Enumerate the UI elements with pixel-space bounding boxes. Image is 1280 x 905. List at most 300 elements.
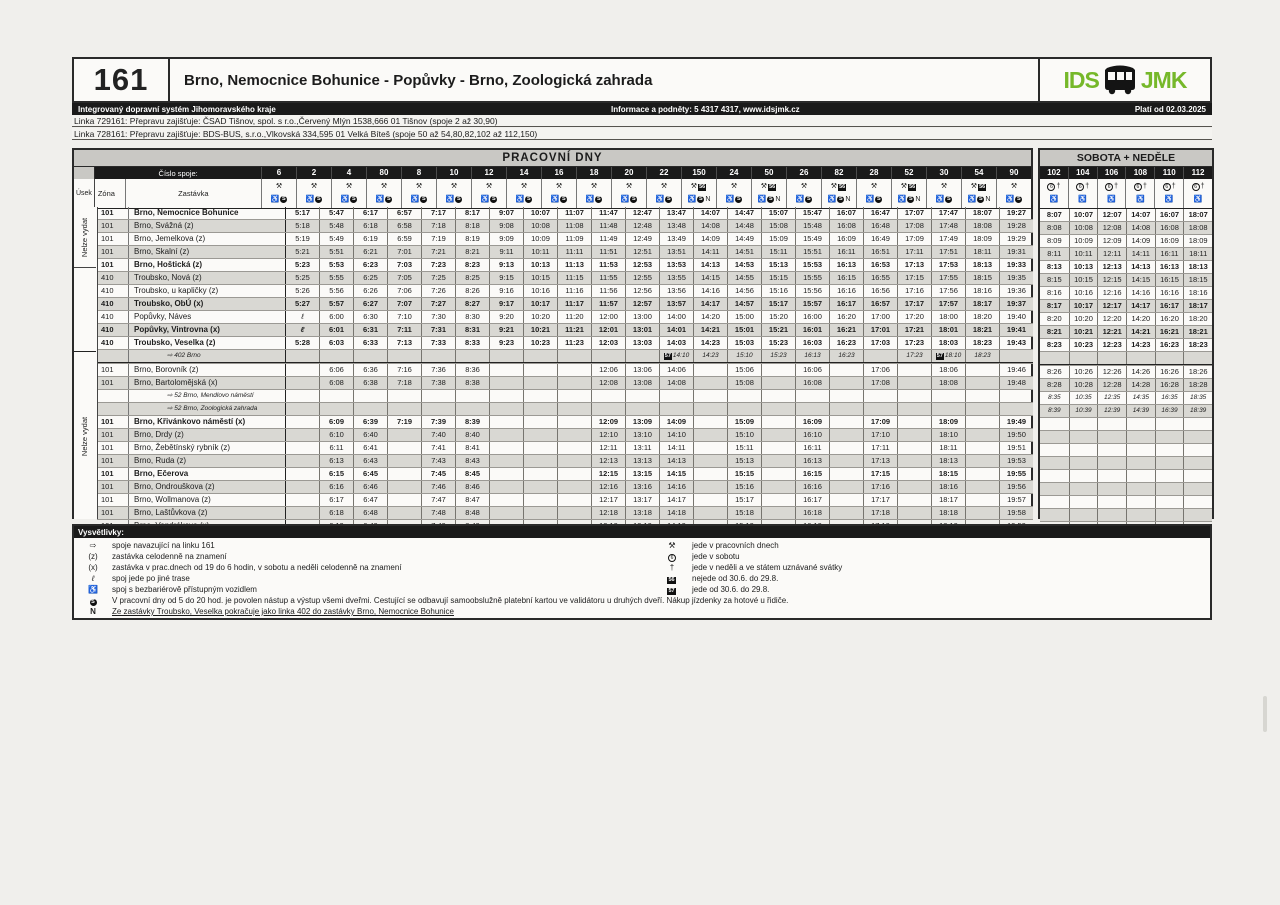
usek-section-1: Nelze vydat: [74, 207, 96, 268]
time-cell: 17:20: [897, 311, 931, 323]
time-cell: 14:57: [727, 298, 761, 310]
wheelchair-icon: ♿: [795, 195, 805, 203]
zone-cell: 101: [101, 417, 114, 426]
time-cell: 16:07: [1155, 209, 1184, 221]
trip-number: 108: [1125, 167, 1154, 179]
time-cell: 16:57: [863, 298, 897, 310]
time-cell: 8:07: [1046, 210, 1062, 219]
time-cell: 8:21: [1046, 327, 1062, 336]
all-doors-boarding-icon: S: [387, 196, 391, 203]
time-cell: 15:23: [761, 350, 795, 362]
all-doors-boarding-icon: S: [352, 196, 356, 203]
stop-name: Brno, Svážná (z): [128, 220, 285, 232]
time-cell: [829, 364, 863, 376]
time-cell: 19:51: [999, 442, 1033, 454]
time-cell: 14:17: [1126, 300, 1155, 312]
time-cell: 10:09: [523, 233, 557, 245]
trip-symbols: [786, 179, 821, 208]
time-cell: 8:39: [1048, 407, 1061, 414]
time-cell: 18:20: [965, 311, 999, 323]
time-cell: 12:06: [591, 364, 625, 376]
time-cell: 5:55: [319, 272, 353, 284]
trip-number: 4: [331, 167, 366, 179]
wheelchair-icon: ♿: [515, 195, 525, 203]
logo-jmk-text: JMK: [1140, 66, 1187, 93]
time-cell: 14:01: [659, 324, 693, 336]
time-cell: 12:08: [1097, 222, 1126, 234]
time-cell: 10:15: [523, 272, 557, 284]
time-cell: 11:49: [591, 233, 625, 245]
time-cell: [965, 429, 999, 441]
time-cell: 19:41: [999, 324, 1033, 336]
time-cell: 6:40: [353, 429, 387, 441]
trip-number: 28: [856, 167, 891, 179]
workday-icon: ⚒: [900, 183, 908, 191]
all-doors-boarding-icon: S: [527, 196, 531, 203]
time-cell: 5:23: [285, 259, 319, 271]
all-doors-boarding-icon: S: [667, 196, 671, 203]
stop-name: Troubsko, Veselka (z): [128, 337, 285, 349]
time-cell: 19:49: [999, 416, 1033, 428]
time-cell: 17:18: [863, 507, 897, 519]
time-cell: [1183, 470, 1212, 482]
trip-symbols: [1183, 179, 1212, 208]
time-cell: [1097, 457, 1126, 469]
time-cell: [761, 364, 795, 376]
table-row: [97, 323, 1033, 336]
time-cell: [965, 455, 999, 467]
time-cell: 5:19: [285, 233, 319, 245]
time-cell: 7:10: [387, 311, 421, 323]
time-cell: 8:46: [455, 481, 489, 493]
time-cell: 18:01: [931, 324, 965, 336]
time-cell: 6:17: [319, 494, 353, 506]
time-cell: [1069, 431, 1098, 443]
time-cell: [897, 507, 931, 519]
time-cell: [965, 364, 999, 376]
time-cell: 17:57: [931, 298, 965, 310]
legend-symbol: ℓ: [91, 574, 95, 583]
time-cell: 6:39: [353, 416, 387, 428]
time-cell: 16:55: [863, 272, 897, 284]
time-cell: [693, 507, 727, 519]
time-cell: [761, 507, 795, 519]
time-cell: [931, 403, 965, 415]
time-cell: 16:21: [1155, 326, 1184, 338]
time-cell: [863, 390, 897, 402]
time-cell: [285, 455, 319, 467]
time-cell: [1097, 470, 1126, 482]
time-cell: 18:15: [931, 468, 965, 480]
time-cell: [557, 390, 591, 402]
workday-icon: ⚒: [415, 183, 423, 191]
time-cell: [523, 350, 557, 362]
time-cell: 14:53: [727, 259, 761, 271]
all-doors-boarding-icon: S: [457, 196, 461, 203]
weekday-symbol-row: [74, 179, 1031, 209]
time-cell: [829, 494, 863, 506]
trip-number: 110: [1154, 167, 1183, 179]
time-cell: 10:13: [523, 259, 557, 271]
zone-cell: 410: [101, 299, 114, 308]
time-cell: [829, 468, 863, 480]
time-cell: 6:46: [353, 481, 387, 493]
time-cell: 13:47: [659, 207, 693, 219]
time-cell: [591, 350, 625, 362]
time-cell: [1126, 509, 1155, 521]
time-cell: 15:11: [761, 246, 795, 258]
time-cell: 12:17: [591, 494, 625, 506]
time-cell: 12:35: [1097, 392, 1126, 404]
time-cell: 15:11: [727, 442, 761, 454]
wheelchair-icon: ♿: [1164, 195, 1174, 203]
time-cell: 6:36: [353, 364, 387, 376]
stop-name: ⇨ 52 Brno, Mendlovo náměstí: [128, 390, 285, 402]
all-doors-boarding-icon: S: [317, 196, 321, 203]
time-cell: 19:53: [999, 455, 1033, 467]
table-row: [1040, 338, 1212, 351]
time-cell: 16:23: [829, 350, 863, 362]
legend-text: Ze zastávky Troubsko, Veselka pokračuje jako linka 402 do zastávky Brno, Nemocnice Bohunice: [112, 607, 454, 616]
time-cell: [1183, 509, 1212, 521]
legend-lines: [74, 538, 1210, 620]
usek-section-2: Nelze vydat: [74, 351, 96, 520]
wheelchair-icon: ♿: [480, 195, 490, 203]
time-cell: 7:39: [421, 416, 455, 428]
zone-cell: 410: [101, 312, 114, 321]
workday-icon: ⚒: [275, 183, 283, 191]
corner-pad: [74, 167, 95, 179]
time-cell: 8:25: [455, 272, 489, 284]
bus-icon: [1101, 65, 1139, 95]
time-cell: [523, 468, 557, 480]
sunday-holiday-icon: †: [1114, 183, 1119, 191]
time-cell: 10:13: [1069, 261, 1098, 273]
time-cell: 17:08: [863, 377, 897, 389]
time-cell: 8:23: [1046, 340, 1062, 349]
time-cell: 15:10: [727, 429, 761, 441]
workday-icon: ⚒: [800, 183, 808, 191]
time-cell: 14:08: [1126, 222, 1155, 234]
time-cell: 8:43: [455, 455, 489, 467]
workday-icon: ⚒: [555, 183, 563, 191]
cislo-spoje-label: Číslo spoje:: [158, 168, 198, 178]
table-row: [1040, 378, 1212, 391]
time-cell: 14:20: [1126, 313, 1155, 325]
trip-symbols: [366, 179, 401, 208]
table-row: [1040, 430, 1212, 443]
time-cell: 18:09: [931, 416, 965, 428]
time-cell: 17:21: [897, 324, 931, 336]
time-cell: 18:28: [1183, 379, 1212, 391]
time-cell: 5:51: [319, 246, 353, 258]
trip-number: 8: [401, 167, 436, 179]
time-cell: 12:11: [1097, 248, 1126, 260]
time-cell: 6:01: [319, 324, 353, 336]
time-cell: [489, 350, 523, 362]
trip-symbols: [716, 179, 751, 208]
time-cell: 17:16: [863, 481, 897, 493]
time-cell: [1155, 483, 1184, 495]
time-cell: [1155, 509, 1184, 521]
badge-56: 56: [769, 183, 776, 190]
time-cell: [931, 390, 965, 402]
info-bar-contact: Informace a podněty: 5 4317 4317, www.idsjmk.cz: [611, 104, 800, 114]
time-cell: [659, 390, 693, 402]
time-cell: [829, 377, 863, 389]
time-cell: 14:23: [693, 337, 727, 349]
time-cell: [727, 403, 761, 415]
time-cell: 13:48: [659, 220, 693, 232]
zone-cell: 101: [101, 443, 114, 452]
time-cell: 8:47: [455, 494, 489, 506]
time-cell: 18:20: [1183, 313, 1212, 325]
time-cell: 19:28: [999, 220, 1033, 232]
time-cell: 14:28: [1126, 379, 1155, 391]
time-cell: 7:21: [421, 246, 455, 258]
time-cell: 18:16: [1183, 287, 1212, 299]
workday-icon: ⚒: [590, 183, 598, 191]
sunday-holiday-icon: †: [1142, 183, 1147, 191]
time-cell: 7:19: [387, 416, 421, 428]
time-cell: 7:45: [421, 468, 455, 480]
time-cell: 19:29: [999, 233, 1033, 245]
time-cell: 18:08: [931, 377, 965, 389]
time-cell: 12:09: [1097, 235, 1126, 247]
time-cell: [693, 494, 727, 506]
all-doors-boarding-icon: S: [422, 196, 426, 203]
time-cell: [1040, 470, 1069, 482]
time-cell: 9:20: [489, 311, 523, 323]
time-cell: 12:57: [625, 298, 659, 310]
zone-cell: 101: [101, 456, 114, 465]
header-box: [72, 57, 1212, 103]
table-row: [97, 467, 1033, 480]
table-row: [97, 363, 1033, 376]
time-cell: 16:13: [1155, 261, 1184, 273]
wheelchair-icon: ♿: [620, 195, 630, 203]
time-cell: 5:49: [319, 233, 353, 245]
time-cell: [727, 390, 761, 402]
time-cell: 14:07: [1126, 209, 1155, 221]
time-cell: 19:57: [999, 494, 1033, 506]
time-cell: 12:15: [591, 468, 625, 480]
time-cell: 15:03: [727, 337, 761, 349]
weekday-symbols: [261, 179, 1031, 208]
time-cell: 11:16: [557, 285, 591, 297]
time-cell: 12:17: [1097, 300, 1126, 312]
connector-row: [97, 349, 1033, 363]
time-cell: [523, 364, 557, 376]
table-row: [97, 258, 1033, 271]
legend-text: spoje navazující na linku 161: [112, 541, 215, 550]
time-cell: 7:40: [421, 429, 455, 441]
time-cell: 10:08: [523, 220, 557, 232]
trip-symbols: [1040, 179, 1068, 208]
trip-symbols: [261, 179, 296, 208]
time-cell: 6:13: [319, 455, 353, 467]
time-cell: [557, 350, 591, 362]
time-cell: 17:09: [897, 233, 931, 245]
zone-cell: 410: [101, 325, 114, 334]
workday-icon: ⚒: [660, 183, 668, 191]
time-cell: 7:25: [421, 272, 455, 284]
time-cell: 17:11: [897, 246, 931, 258]
time-cell: 16:08: [795, 377, 829, 389]
time-cell: [965, 442, 999, 454]
time-cell: 8:23: [455, 259, 489, 271]
time-cell: [693, 403, 727, 415]
time-cell: 15:16: [761, 285, 795, 297]
trip-number: 30: [926, 167, 961, 179]
time-cell: [1155, 457, 1184, 469]
time-cell: 15:07: [761, 207, 795, 219]
time-cell: [829, 442, 863, 454]
info-bar: [72, 103, 1212, 115]
time-cell: 10:08: [1069, 222, 1098, 234]
legend-symbol: (x): [88, 563, 98, 572]
time-cell: 18:07: [1183, 209, 1212, 221]
time-cell: [897, 416, 931, 428]
legend-title: Vysvětlivky:: [74, 526, 1210, 538]
time-cell: 19:36: [999, 285, 1033, 297]
time-cell: 18:13: [1183, 261, 1212, 273]
time-cell: [625, 403, 659, 415]
time-cell: 11:20: [557, 311, 591, 323]
time-cell: 7:41: [421, 442, 455, 454]
saturday-icon: 6: [1076, 183, 1084, 191]
workday-icon: ⚒: [310, 183, 318, 191]
time-cell: 8:21: [455, 246, 489, 258]
time-cell: 16:11: [795, 442, 829, 454]
badge-56: 56: [979, 183, 986, 190]
time-cell: [1097, 483, 1126, 495]
time-cell: [965, 468, 999, 480]
time-cell: 19:56: [999, 481, 1033, 493]
time-cell: [421, 390, 455, 402]
table-row: [97, 480, 1033, 493]
time-cell: 18:21: [965, 324, 999, 336]
time-cell: [557, 494, 591, 506]
table-row: [1040, 417, 1212, 430]
time-cell: 15:49: [795, 233, 829, 245]
time-cell: 15:21: [761, 324, 795, 336]
time-cell: 6:09: [319, 416, 353, 428]
table-row: [1040, 312, 1212, 325]
time-cell: 8:13: [1046, 262, 1062, 271]
wheelchair-icon: ♿: [305, 195, 315, 203]
time-cell: 8:35: [1048, 394, 1061, 401]
time-cell: 11:08: [557, 220, 591, 232]
time-cell: 5:27: [285, 298, 319, 310]
time-cell: 12:48: [625, 220, 659, 232]
time-cell: [693, 455, 727, 467]
time-cell: 18:11: [931, 442, 965, 454]
legend-text: jede v pracovních dnech: [692, 541, 779, 550]
table-row: [1040, 209, 1212, 221]
time-cell: 18:06: [931, 364, 965, 376]
time-cell: [421, 350, 455, 362]
table-row: [1040, 365, 1212, 378]
weekday-rows: [97, 207, 1033, 545]
trip-number: 24: [716, 167, 751, 179]
trip-number: 6: [261, 167, 296, 179]
time-cell: 18:11: [1183, 248, 1212, 260]
time-cell: [965, 403, 999, 415]
time-cell: [557, 377, 591, 389]
time-cell: [285, 350, 319, 362]
time-cell: 15:15: [761, 272, 795, 284]
time-cell: 18:13: [965, 259, 999, 271]
time-cell: 14:07: [693, 207, 727, 219]
time-cell: 12:21: [1097, 326, 1126, 338]
time-cell: [557, 364, 591, 376]
wheelchair-icon: ♿: [445, 195, 455, 203]
time-cell: [761, 442, 795, 454]
table-row: [1040, 325, 1212, 338]
time-cell: 9:08: [489, 220, 523, 232]
time-cell: [523, 481, 557, 493]
time-cell: 5:26: [285, 285, 319, 297]
time-cell: 16:15: [829, 272, 863, 284]
wheelchair-icon: ♿: [1136, 195, 1145, 203]
workday-icon: ⚒: [625, 183, 633, 191]
legend-line: [74, 573, 1210, 584]
stop-name: Brno, Nemocnice Bohunice: [128, 207, 285, 219]
wheelchair-icon: ♿: [1193, 195, 1203, 203]
time-cell: 18:08: [1183, 222, 1212, 234]
time-cell: 17:17: [863, 494, 897, 506]
time-cell: 17:06: [863, 364, 897, 376]
table-row: [97, 506, 1033, 519]
time-cell: [523, 390, 557, 402]
time-cell: [387, 429, 421, 441]
time-cell: 14:15: [1126, 274, 1155, 286]
time-cell: 17:10: [863, 429, 897, 441]
zone-cell: [97, 403, 128, 415]
time-cell: 12:56: [625, 285, 659, 297]
time-cell: 11:56: [591, 285, 625, 297]
time-cell: 17:23: [897, 337, 931, 349]
time-cell: 12:01: [591, 324, 625, 336]
wheelchair-icon: ♿: [687, 195, 697, 203]
time-cell: [1040, 444, 1069, 456]
time-cell: 14:23: [1126, 339, 1155, 351]
time-cell: 17:00: [863, 311, 897, 323]
time-cell: 16:18: [795, 507, 829, 519]
time-cell: [455, 350, 489, 362]
note-n: N: [915, 195, 921, 203]
time-cell: [795, 390, 829, 402]
time-cell: 17:51: [931, 246, 965, 258]
time-cell: 12:13: [591, 455, 625, 467]
time-cell: 11:23: [557, 337, 591, 349]
time-cell: 7:43: [421, 455, 455, 467]
time-cell: [693, 442, 727, 454]
time-cell: 6:33: [353, 337, 387, 349]
weekday-trip-number-row: [74, 167, 1031, 179]
time-cell: 14:48: [727, 220, 761, 232]
time-cell: 19:31: [999, 246, 1033, 258]
table-row: [1040, 234, 1212, 247]
trip-number: 80: [366, 167, 401, 179]
time-cell: 7:30: [421, 311, 455, 323]
time-cell: 7:47: [421, 494, 455, 506]
stop-name: Brno, Ondrouškova (z): [128, 481, 285, 493]
stop-name: Brno, Bartolomějská (x): [128, 377, 285, 389]
time-cell: [1069, 418, 1098, 430]
table-row: [1040, 299, 1212, 312]
